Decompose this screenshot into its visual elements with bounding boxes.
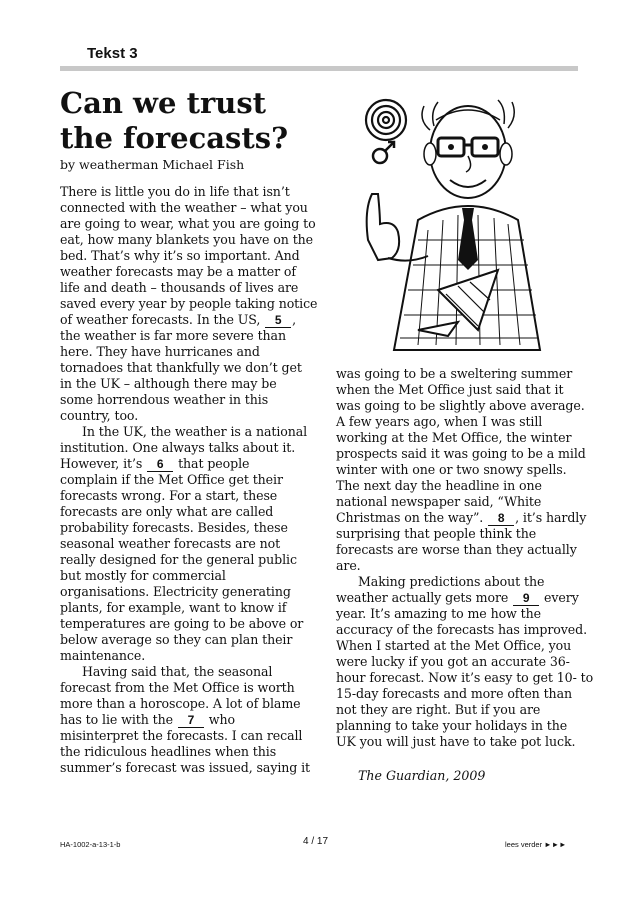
line-text: are going to wear, what you are going to xyxy=(60,216,316,231)
article-line xyxy=(336,398,585,414)
line-text: Having said that, the seasonal xyxy=(82,664,273,679)
article-line xyxy=(336,446,586,462)
line-text: temperatures are going to be above or xyxy=(60,616,304,631)
article-line xyxy=(60,712,310,728)
line-text: has to lie with the xyxy=(60,712,177,727)
line-text: When I started at the Met Office, you xyxy=(336,638,572,653)
header-rule xyxy=(60,66,578,71)
line-text: when the Met Office just said that it xyxy=(336,382,564,397)
gap-marker: 8 xyxy=(488,512,514,526)
article-line xyxy=(336,478,582,494)
line-text: There is little you do in life that isn’t xyxy=(60,184,290,199)
article-title: Can we trust the forecasts? xyxy=(60,86,289,155)
line-text: here. They have hurricanes and xyxy=(60,344,260,359)
article-line xyxy=(60,248,310,264)
gap-marker: 9 xyxy=(513,592,539,606)
article-line xyxy=(336,590,582,606)
line-text: bed. That’s why it’s so important. And xyxy=(60,248,300,263)
line-text: the ridiculous headlines when this xyxy=(60,744,277,759)
article-line xyxy=(336,494,582,510)
article-line xyxy=(60,584,310,600)
line-text: hour forecast. Now it’s easy to get 10- to xyxy=(336,670,594,685)
article-line xyxy=(336,526,582,542)
gap-marker: 7 xyxy=(178,714,204,728)
footer-continue-label: lees verder ►►► xyxy=(505,840,567,849)
article-line xyxy=(336,686,582,702)
line-text: weather actually gets more xyxy=(336,590,513,605)
article-line xyxy=(60,488,310,504)
article-line xyxy=(336,606,582,622)
article-line xyxy=(60,616,310,632)
article-line xyxy=(60,760,310,776)
article-line xyxy=(336,366,582,382)
article-line xyxy=(60,408,310,424)
article-line xyxy=(60,536,310,552)
line-text: was going to be slightly above average. xyxy=(336,398,585,413)
line-text: Making predictions about the xyxy=(358,574,545,589)
article-line xyxy=(336,430,582,446)
line-text: country, too. xyxy=(60,408,139,423)
line-text: every xyxy=(540,590,579,605)
line-text: planning to take your holidays in the xyxy=(336,718,568,733)
line-text: that people xyxy=(174,456,250,471)
article-line xyxy=(60,264,310,280)
line-text: in the UK – although there may be xyxy=(60,376,277,391)
article-line xyxy=(60,456,310,472)
article-byline: by weatherman Michael Fish xyxy=(60,157,245,172)
article-line xyxy=(60,184,310,200)
line-text: surprising that people think the xyxy=(336,526,537,541)
line-text: life and death – thousands of lives are xyxy=(60,280,299,295)
line-text: organisations. Electricity generating xyxy=(60,584,291,599)
line-text: forecasts are worse than they actually xyxy=(336,542,577,557)
article-line xyxy=(336,558,582,574)
line-text: tornadoes that thankfully we don’t get xyxy=(60,360,302,375)
line-text: eat, how many blankets you have on the xyxy=(60,232,314,247)
article-line xyxy=(60,200,310,216)
article-line xyxy=(336,702,582,718)
line-text: winter with one or two snowy spells. xyxy=(336,462,567,477)
article-line xyxy=(60,472,310,488)
article-line xyxy=(60,504,310,520)
gap-marker: 5 xyxy=(265,314,291,328)
article-line xyxy=(336,718,582,734)
line-text: maintenance. xyxy=(60,648,146,663)
line-text: UK you will just have to take pot luck. xyxy=(336,734,576,749)
article-line xyxy=(336,414,582,430)
line-text: who xyxy=(204,712,235,727)
article-column-right xyxy=(336,366,594,750)
line-text: saved every year by people taking notice xyxy=(60,296,318,311)
line-text: seasonal weather forecasts are not xyxy=(60,536,281,551)
article-line xyxy=(60,312,310,328)
article-line xyxy=(60,632,310,648)
article-line xyxy=(60,296,318,312)
line-text: more than a horoscope. A lot of blame xyxy=(60,696,301,711)
article-line xyxy=(336,542,582,558)
section-label: Tekst 3 xyxy=(87,45,138,62)
line-text: complain if the Met Office get their xyxy=(60,472,283,487)
line-text: below average so they can plan their xyxy=(60,632,293,647)
line-text: the weather is far more severe than xyxy=(60,328,286,343)
footer-exam-code: HA-1002-a-13-1-b xyxy=(60,840,121,849)
line-text: Christmas on the way”. xyxy=(336,510,488,525)
line-text: forecasts wrong. For a start, these xyxy=(60,488,278,503)
article-line xyxy=(60,424,310,440)
line-text: not they are right. But if you are xyxy=(336,702,541,717)
line-text: forecast from the Met Office is worth xyxy=(60,680,295,695)
article-line xyxy=(60,648,310,664)
line-text: accuracy of the forecasts has improved. xyxy=(336,622,588,637)
line-text: 15-day forecasts and more often than xyxy=(336,686,572,701)
line-text: of weather forecasts. In the US, xyxy=(60,312,265,327)
line-text: were lucky if you got an accurate 36- xyxy=(336,654,570,669)
line-text: institution. One always talks about it. xyxy=(60,440,296,455)
article-line xyxy=(336,734,582,750)
article-line xyxy=(60,696,310,712)
line-text: forecasts are only what are called xyxy=(60,504,274,519)
article-line xyxy=(60,664,310,680)
line-text: , it’s hardly xyxy=(515,510,587,525)
article-line xyxy=(60,552,310,568)
line-text: summer’s forecast was issued, saying it xyxy=(60,760,311,775)
article-line xyxy=(60,728,310,744)
article-line xyxy=(60,744,310,760)
line-text: really designed for the general public xyxy=(60,552,297,567)
article-line xyxy=(336,622,588,638)
line-text: are. xyxy=(336,558,361,573)
article-line xyxy=(60,568,310,584)
article-source: The Guardian, 2009 xyxy=(358,768,486,783)
article-line xyxy=(336,462,582,478)
article-line xyxy=(336,510,587,526)
line-text: year. It’s amazing to me how the xyxy=(336,606,541,621)
line-text: weather forecasts may be a matter of xyxy=(60,264,296,279)
line-text: probability forecasts. Besides, these xyxy=(60,520,288,535)
article-line xyxy=(60,360,310,376)
article-line xyxy=(60,232,314,248)
line-text: connected with the weather – what you xyxy=(60,200,308,215)
line-text: working at the Met Office, the winter xyxy=(336,430,572,445)
footer-page-number: 4 / 17 xyxy=(303,836,329,847)
article-line xyxy=(60,440,310,456)
line-text: misinterpret the forecasts. I can recall xyxy=(60,728,303,743)
article-line xyxy=(60,520,310,536)
line-text: prospects said it was going to be a mild xyxy=(336,446,586,461)
article-line xyxy=(336,654,582,670)
line-text: plants, for example, want to know if xyxy=(60,600,287,615)
line-text: some horrendous weather in this xyxy=(60,392,269,407)
article-line xyxy=(60,328,310,344)
cartoon-weatherman-illustration xyxy=(358,90,570,360)
line-text: In the UK, the weather is a national xyxy=(82,424,308,439)
article-column-left xyxy=(60,184,318,776)
article-line xyxy=(60,376,310,392)
article-line xyxy=(60,216,316,232)
article-line xyxy=(336,638,582,654)
article-line xyxy=(60,680,310,696)
article-line xyxy=(60,600,310,616)
gap-marker: 6 xyxy=(147,458,173,472)
line-text: but mostly for commercial xyxy=(60,568,226,583)
article-line xyxy=(336,382,582,398)
article-line xyxy=(60,392,310,408)
article-line xyxy=(60,344,310,360)
article-line xyxy=(60,280,310,296)
line-text: was going to be a sweltering summer xyxy=(336,366,573,381)
line-text: , xyxy=(292,312,297,327)
line-text: However, it’s xyxy=(60,456,147,471)
article-line xyxy=(336,670,594,686)
line-text: A few years ago, when I was still xyxy=(336,414,543,429)
line-text: The next day the headline in one xyxy=(336,478,542,493)
article-line xyxy=(336,574,582,590)
line-text: national newspaper said, “White xyxy=(336,494,542,509)
